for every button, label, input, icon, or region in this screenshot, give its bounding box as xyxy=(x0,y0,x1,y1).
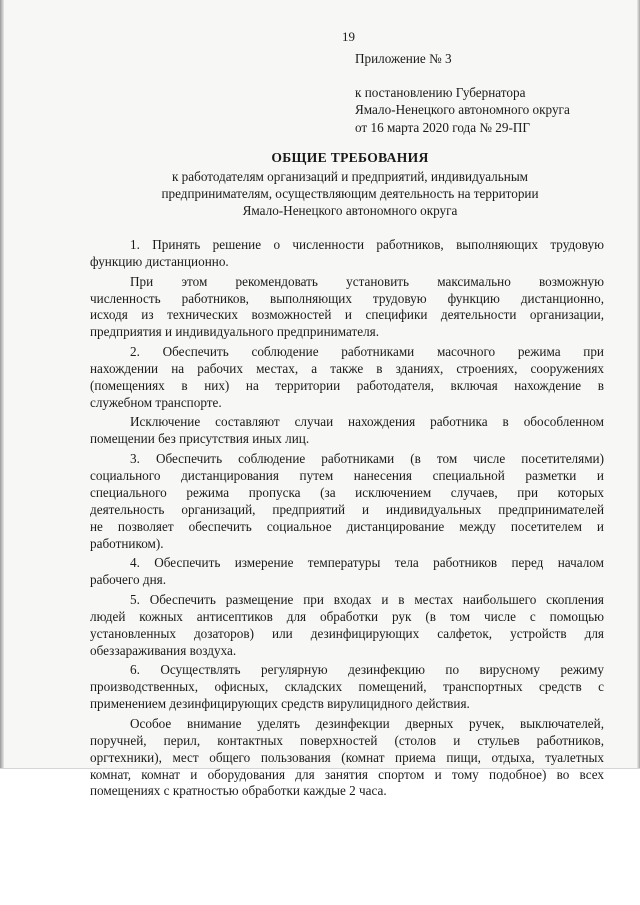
paragraph-line: социального дистанцирования путем нанесения специальной разметки и xyxy=(90,467,604,483)
subtitle-line: предпринимателям, осуществляющим деятельность на территории xyxy=(161,186,539,201)
paragraph xyxy=(90,274,604,342)
paragraph-line: помещении без присутствия иных лиц. xyxy=(90,431,310,447)
paragraph xyxy=(90,592,604,660)
paragraph-line: комнат, комнат и оборудования для занятия спортом и тому подобное) во всех xyxy=(90,766,604,782)
subtitle-line: к работодателям организаций и предприятий, индивидуальным xyxy=(171,169,529,184)
document-body xyxy=(90,237,604,803)
annex-block xyxy=(355,50,570,136)
annex-line: от 16 марта 2020 года № 29-ПГ xyxy=(355,119,530,135)
annex-line: Ямало-Ненецкого автономного округа xyxy=(355,102,570,117)
paragraph-line: 3. Обеспечить соблюдение работниками (в том числе посетителями) xyxy=(130,451,604,467)
document-subtitle xyxy=(90,168,610,219)
paragraph-line: применением дезинфицирующих средств вирулицидного действия. xyxy=(90,696,470,712)
paragraph-line: служебном транспорте. xyxy=(90,394,222,410)
paragraph-line: обеззараживания воздуха. xyxy=(90,642,237,658)
paragraph-line: не позволяет обеспечить социальное дистанцирование между посетителем и xyxy=(90,518,604,534)
paragraph xyxy=(90,414,604,448)
paragraph-line: 6. Осуществлять регулярную дезинфекцию по вирусному режиму xyxy=(130,662,604,678)
annex-title: Приложение № 3 xyxy=(355,51,452,66)
paragraph xyxy=(90,451,604,552)
paragraph-line: специального режима пропуска (за исключением случаев, при которых xyxy=(90,484,604,500)
paragraph-line: Исключение составляют случаи нахождения работника в обособленном xyxy=(130,414,604,430)
scan-edge-shadow-left xyxy=(0,0,4,768)
paragraph-line: Особое внимание уделять дезинфекции дверных ручек, выключателей, xyxy=(130,715,604,731)
paragraph-line: 2. Обеспечить соблюдение работниками масочного режима при xyxy=(130,344,604,360)
page-number: 19 xyxy=(342,29,355,44)
paragraph-line: При этом рекомендовать установить максимально возможную xyxy=(130,273,604,289)
paragraph-line: нахождении на рабочих местах, а также в зданиях, строениях, сооружениях xyxy=(90,360,604,376)
paragraph-line: людей кожных антисептиков для обработки рук (в том числе с помощью xyxy=(90,608,604,624)
paragraph-line: 1. Принять решение о численности работников, выполняющих трудовую xyxy=(130,237,604,252)
paragraph xyxy=(90,555,604,589)
paragraph-line: производственных, офисных, складских помещений, транспортных средств с xyxy=(90,679,604,695)
annex-line: к постановлению Губернатора xyxy=(355,84,526,100)
paragraph-line: поручней, перил, контактных поверхностей (столов и стульев работников, xyxy=(90,732,604,748)
paragraph-line: (помещениях в них) на территории работодателя, включая нахождение в xyxy=(90,377,604,393)
subtitle-line: Ямало-Ненецкого автономного округа xyxy=(242,203,458,218)
paragraph-line: исходя из технических возможностей и специфики деятельности организации, xyxy=(90,307,604,323)
paragraph-line: рабочего дня. xyxy=(90,572,166,588)
paragraph-line: установленных дозаторов) или дезинфицирующих салфеток, устройств для xyxy=(90,625,604,641)
paragraph xyxy=(90,237,604,271)
paragraph-line: деятельность организаций, предприятий и индивидуальных предпринимателей xyxy=(90,501,604,517)
paragraph-line: 4. Обеспечить измерение температуры тела работников перед началом xyxy=(130,555,604,571)
paragraph xyxy=(90,344,604,412)
paragraph-line: помещениях с кратностью обработки каждые 2 часа. xyxy=(90,783,387,799)
paragraph-line: работником). xyxy=(90,535,164,551)
paragraph-line: предприятия и индивидуального предпринимателя. xyxy=(90,324,380,340)
paragraph xyxy=(90,716,604,801)
paragraph-line: оргтехники), мест общего пользования (комнат приема пищи, отдыха, туалетных xyxy=(90,749,604,765)
paragraph xyxy=(90,662,604,713)
paragraph-line: 5. Обеспечить размещение при входах и в местах наибольшего скопления xyxy=(130,591,604,607)
paragraph-line: функцию дистанционно. xyxy=(90,253,229,269)
paragraph-line: численность работников, выполняющих трудовую функцию дистанционно, xyxy=(90,290,604,306)
document-title: ОБЩИЕ ТРЕБОВАНИЯ xyxy=(271,150,429,165)
